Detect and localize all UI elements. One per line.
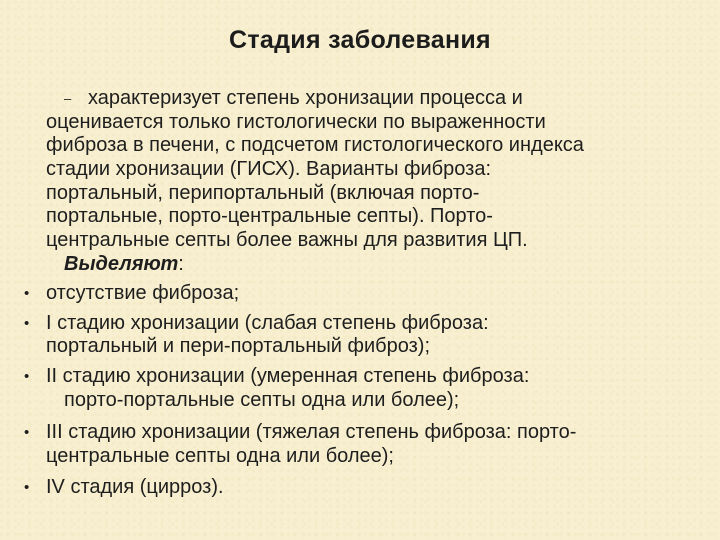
highlight-word: Выделяют xyxy=(64,253,179,275)
highlight-line xyxy=(64,253,184,277)
intro-dash: – xyxy=(64,91,72,106)
intro-line: характеризует степень хронизации процесса и xyxy=(88,87,523,109)
intro-line: портальные, порто-центральные септы). Порто- xyxy=(46,205,493,227)
intro-line: стадии хронизации (ГИСХ). Варианты фиброза: xyxy=(46,158,492,180)
bullet-icon: • xyxy=(24,424,30,441)
intro-line: фиброза в печени, с подсчетом гистологического индекса xyxy=(46,134,584,156)
intro-line: оценивается только гистологически по выраженности xyxy=(46,111,546,133)
bullet-icon: • xyxy=(24,368,30,385)
list-item-text: IV стадия (цирроз). xyxy=(46,476,224,498)
bullet-icon: • xyxy=(24,479,30,496)
slide-title: Стадия заболевания xyxy=(229,26,491,54)
list-item-text: I стадию хронизации (слабая степень фиброза: xyxy=(46,312,489,334)
intro-line: портальный, перипортальный (включая порто- xyxy=(46,182,480,204)
list-item-text: центральные септы одна или более); xyxy=(46,445,394,467)
list-item-text: порто-портальные септы одна или более); xyxy=(64,389,460,411)
list-item-text: отсутствие фиброза; xyxy=(46,282,240,304)
intro-line: центральные септы более важны для развития ЦП. xyxy=(46,229,528,251)
list-item-text: III стадию хронизации (тяжелая степень фиброза: порто- xyxy=(46,421,577,443)
bullet-icon: • xyxy=(24,315,30,332)
bullet-icon: • xyxy=(24,285,30,302)
list-item-text: II стадию хронизации (умеренная степень фиброза: xyxy=(46,365,530,387)
highlight-suffix: : xyxy=(178,253,184,275)
list-item-text: портальный и пери-портальный фиброз); xyxy=(46,335,430,357)
